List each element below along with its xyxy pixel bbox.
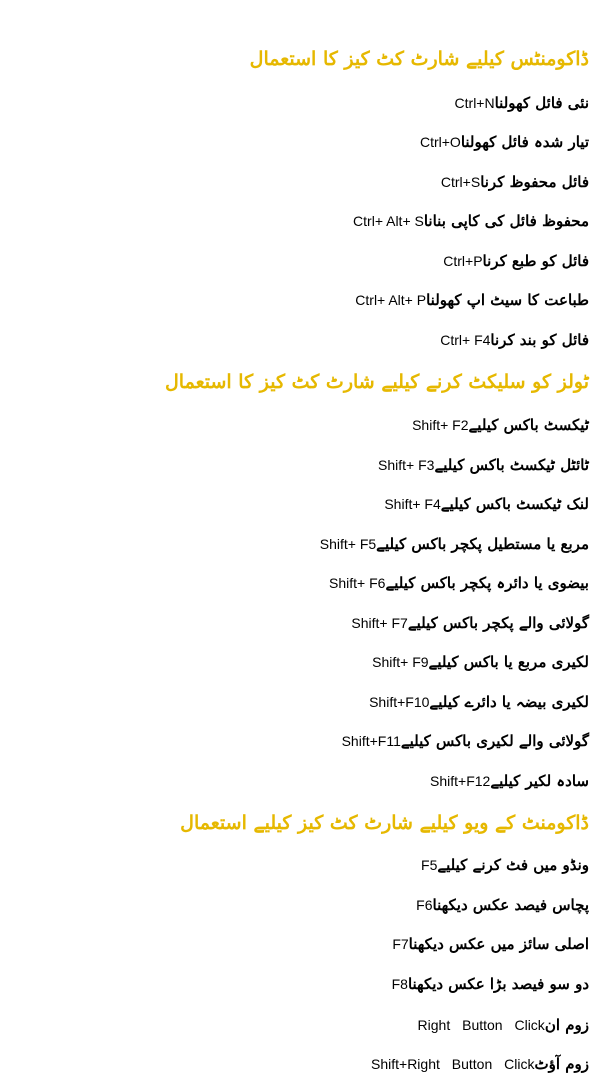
shortcut-label: بیضوی یا دائرہ پکچر باکس کیلیے <box>385 574 589 592</box>
shortcut-line <box>351 611 589 635</box>
shortcut-line <box>412 413 589 437</box>
shortcut-label: تیار شدہ فائل کھولنا <box>460 133 589 151</box>
shortcut-line <box>443 249 589 273</box>
shortcut-line <box>421 853 589 877</box>
shortcut-line <box>371 1052 589 1076</box>
shortcut-line <box>392 932 589 956</box>
shortcut-key: F5 <box>421 857 438 873</box>
shortcut-line <box>378 453 589 477</box>
shortcut-key: Shift+F12 <box>430 773 491 789</box>
shortcut-line <box>430 769 589 793</box>
shortcut-label: نئی فائل کھولنا <box>494 94 589 112</box>
shortcut-line <box>441 170 589 194</box>
section-heading-tools: ٹولز کو سلیکٹ کرنے کیلیے شارٹ کٹ کیز کا استعمال <box>165 371 589 393</box>
shortcut-line <box>384 492 589 516</box>
shortcut-key: Shift+ F2 <box>412 417 469 433</box>
shortcut-line <box>329 571 589 595</box>
shortcut-label: ٹیکسٹ باکس کیلیے <box>468 416 589 434</box>
shortcut-label: گولائی والے لکیری باکس کیلیے <box>400 732 589 750</box>
shortcut-line <box>320 532 589 556</box>
shortcut-label: فائل کو بند کرنا <box>490 331 589 349</box>
shortcut-line <box>369 690 589 714</box>
shortcut-label: لکیری بیضہ یا دائرے کیلیے <box>429 693 589 711</box>
shortcut-line <box>355 288 589 312</box>
shortcut-key: F8 <box>391 976 408 992</box>
shortcut-key: Shift+ F3 <box>378 457 435 473</box>
shortcut-key: Ctrl+ F4 <box>440 332 491 348</box>
shortcut-label: زوم ان <box>544 1016 589 1034</box>
shortcut-label: ونڈو میں فٹ کرنے کیلیے <box>437 856 589 874</box>
shortcut-label: فائل کو طبع کرنا <box>482 252 589 270</box>
shortcut-line <box>342 729 589 753</box>
shortcut-line <box>372 650 589 674</box>
shortcut-line <box>353 209 589 233</box>
section-heading-view: ڈاکومنٹ کے ویو کیلیے شارٹ کٹ کیز کیلیے استعمال <box>180 812 589 834</box>
shortcut-line <box>418 1013 589 1037</box>
shortcut-label: طباعت کا سیٹ اپ کھولنا <box>426 291 589 309</box>
shortcut-label: دو سو فیصد بڑا عکس دیکھنا <box>407 975 589 993</box>
shortcut-label: ٹائٹل ٹیکسٹ باکس کیلیے <box>434 456 589 474</box>
shortcut-key: Shift+Right Button Click <box>371 1056 535 1072</box>
shortcut-key: Shift+ F6 <box>329 575 386 591</box>
shortcut-key: Right Button Click <box>417 1017 545 1033</box>
shortcut-key: Ctrl+N <box>454 95 495 111</box>
shortcut-label: لکیری مربع یا باکس کیلیے <box>428 653 589 671</box>
shortcut-key: Ctrl+ Alt+ P <box>355 292 427 308</box>
shortcut-key: Shift+F10 <box>369 694 430 710</box>
shortcut-key: Shift+ F5 <box>319 536 377 552</box>
shortcut-label: محفوظ فائل کی کاپی بنانا <box>423 212 589 230</box>
shortcut-key: Shift+ F9 <box>372 654 429 670</box>
shortcut-key: F6 <box>416 897 433 913</box>
shortcut-line <box>440 328 589 352</box>
shortcut-key: Shift+F11 <box>341 733 401 749</box>
shortcut-label: پچاس فیصد عکس دیکھنا <box>432 896 589 914</box>
section-heading-documents: ڈاکومنٹس کیلیے شارٹ کٹ کیز کا استعمال <box>249 48 589 70</box>
shortcut-key: Shift+ F4 <box>384 496 441 512</box>
shortcut-label: اصلی سائز میں عکس دیکھنا <box>408 935 589 953</box>
shortcut-label: گولائی والے پکچر باکس کیلیے <box>407 614 589 632</box>
shortcut-key: Ctrl+O <box>419 134 461 150</box>
shortcut-line <box>420 130 589 154</box>
shortcut-label: فائل محفوظ کرنا <box>480 173 589 191</box>
shortcut-label: زوم آؤٹ <box>534 1055 589 1073</box>
shortcut-key: Shift+ F7 <box>351 615 408 631</box>
shortcut-line <box>392 972 589 996</box>
shortcut-key: F7 <box>392 936 409 952</box>
shortcut-key: Ctrl+S <box>440 174 481 190</box>
shortcut-label: سادہ لکیر کیلیے <box>490 772 589 790</box>
shortcut-key: Ctrl+P <box>443 253 483 269</box>
shortcut-line <box>416 893 589 917</box>
shortcut-key: Ctrl+ Alt+ S <box>353 213 424 229</box>
shortcut-label: مربع یا مستطیل پکچر باکس کیلیے <box>376 535 589 553</box>
shortcut-line <box>455 91 589 115</box>
shortcut-label: لنک ٹیکسٹ باکس کیلیے <box>440 495 589 513</box>
